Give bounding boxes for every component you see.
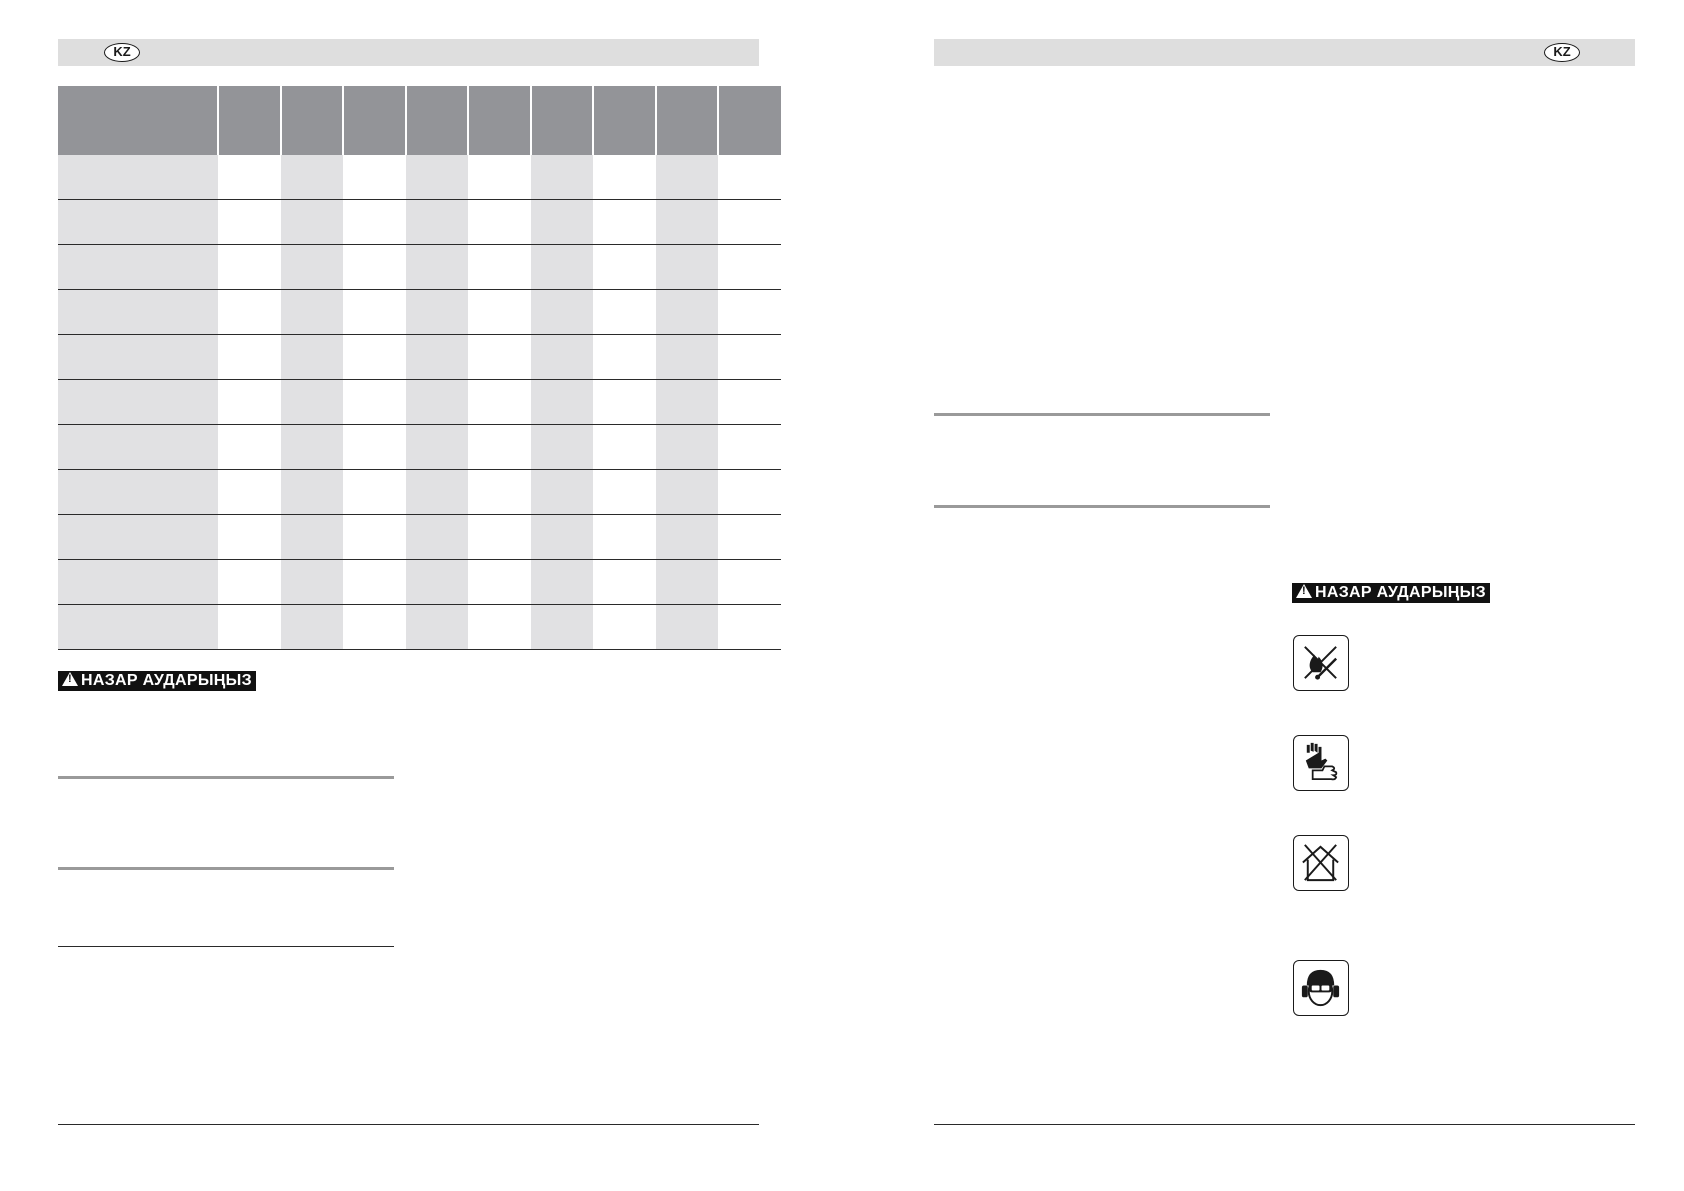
table-cell xyxy=(58,515,218,560)
table-header-cell xyxy=(281,86,344,155)
table-cell xyxy=(656,425,719,470)
table-cell xyxy=(593,245,656,290)
page-header xyxy=(58,39,759,66)
no-open-flame-icon xyxy=(1293,635,1349,691)
table-cell xyxy=(531,425,594,470)
table-cell xyxy=(281,155,344,200)
table-cell xyxy=(58,425,218,470)
table-cell xyxy=(531,335,594,380)
table-cell xyxy=(593,155,656,200)
table-cell xyxy=(218,425,281,470)
table-cell xyxy=(718,245,781,290)
table-cell xyxy=(656,155,719,200)
table-cell xyxy=(593,380,656,425)
table-cell xyxy=(218,515,281,560)
table-cell xyxy=(593,515,656,560)
table-cell xyxy=(281,515,344,560)
table-row xyxy=(58,200,781,245)
table-row xyxy=(58,425,781,470)
table-cell xyxy=(593,335,656,380)
table-cell xyxy=(58,200,218,245)
table-cell xyxy=(281,605,344,650)
table-cell xyxy=(718,425,781,470)
table-cell xyxy=(531,560,594,605)
table-cell xyxy=(343,515,406,560)
table-cell xyxy=(656,290,719,335)
table-cell xyxy=(468,605,531,650)
table-cell xyxy=(281,245,344,290)
table-cell xyxy=(718,605,781,650)
table-header-cell xyxy=(58,86,218,155)
table-header-cell xyxy=(343,86,406,155)
table-cell xyxy=(343,470,406,515)
table-cell xyxy=(656,245,719,290)
table-cell xyxy=(468,200,531,245)
table-header-row xyxy=(58,86,781,155)
table-cell xyxy=(58,290,218,335)
table-cell xyxy=(593,605,656,650)
table-row xyxy=(58,290,781,335)
table-cell xyxy=(218,470,281,515)
table-cell xyxy=(343,425,406,470)
table-cell xyxy=(531,380,594,425)
table-cell xyxy=(218,200,281,245)
table-cell xyxy=(406,335,469,380)
table-cell xyxy=(58,155,218,200)
table-cell xyxy=(281,470,344,515)
table-header-cell xyxy=(468,86,531,155)
table-cell xyxy=(218,290,281,335)
table-cell xyxy=(656,560,719,605)
wear-eye-and-ear-protection-icon xyxy=(1293,960,1349,1016)
table-cell xyxy=(58,335,218,380)
section-divider xyxy=(58,946,394,947)
table-header-cell xyxy=(718,86,781,155)
table-header-cell xyxy=(593,86,656,155)
table-cell xyxy=(406,605,469,650)
table-cell xyxy=(406,515,469,560)
table-cell xyxy=(718,155,781,200)
table-cell xyxy=(343,605,406,650)
page-footer-rule xyxy=(58,1124,759,1125)
page-header xyxy=(934,39,1635,66)
table-row xyxy=(58,515,781,560)
table-cell xyxy=(218,605,281,650)
table-cell xyxy=(531,155,594,200)
table-cell xyxy=(218,335,281,380)
table-cell xyxy=(218,245,281,290)
table-row xyxy=(58,470,781,515)
table-row xyxy=(58,605,781,650)
table-header-cell xyxy=(656,86,719,155)
table-cell xyxy=(718,380,781,425)
language-badge: KZ xyxy=(1544,43,1580,62)
table-cell xyxy=(656,515,719,560)
table-cell xyxy=(593,200,656,245)
attention-label-text: НАЗАР АУДАРЫҢЫЗ xyxy=(1315,584,1486,601)
table-cell xyxy=(58,470,218,515)
table-cell xyxy=(656,200,719,245)
table-row xyxy=(58,335,781,380)
table-cell xyxy=(281,200,344,245)
table-cell xyxy=(531,605,594,650)
attention-label-text: НАЗАР АУДАРЫҢЫЗ xyxy=(81,672,252,689)
table-cell xyxy=(468,335,531,380)
wear-gloves-icon xyxy=(1293,735,1349,791)
table-cell xyxy=(58,560,218,605)
table-cell xyxy=(343,155,406,200)
table-cell xyxy=(406,200,469,245)
section-divider xyxy=(58,776,394,779)
table-row xyxy=(58,155,781,200)
table-cell xyxy=(718,560,781,605)
table-header-cell xyxy=(406,86,469,155)
table-cell xyxy=(343,245,406,290)
table-header-cell xyxy=(531,86,594,155)
table-cell xyxy=(468,560,531,605)
table-cell xyxy=(593,425,656,470)
section-divider xyxy=(934,413,1270,416)
table-cell xyxy=(281,560,344,605)
table-cell xyxy=(531,515,594,560)
table-cell xyxy=(718,335,781,380)
table-cell xyxy=(281,425,344,470)
table-cell xyxy=(656,605,719,650)
section-divider xyxy=(934,505,1270,508)
attention-label xyxy=(1292,583,1490,603)
table-cell xyxy=(718,200,781,245)
warning-triangle-icon xyxy=(1296,584,1312,598)
table-cell xyxy=(406,560,469,605)
table-cell xyxy=(718,470,781,515)
table-cell xyxy=(58,245,218,290)
table-cell xyxy=(343,335,406,380)
table-cell xyxy=(656,335,719,380)
table-cell xyxy=(468,515,531,560)
table-cell xyxy=(531,290,594,335)
table-row xyxy=(58,380,781,425)
table-row xyxy=(58,245,781,290)
table-cell xyxy=(281,335,344,380)
table-cell xyxy=(656,380,719,425)
table-cell xyxy=(406,380,469,425)
attention-label xyxy=(58,671,256,691)
table-cell xyxy=(718,290,781,335)
table-cell xyxy=(343,380,406,425)
table-cell xyxy=(343,560,406,605)
page-footer-rule xyxy=(934,1124,1635,1125)
table-cell xyxy=(593,470,656,515)
table-cell xyxy=(218,560,281,605)
table-cell xyxy=(468,470,531,515)
table-cell xyxy=(343,200,406,245)
table-cell xyxy=(281,380,344,425)
language-badge: KZ xyxy=(104,43,140,62)
table-cell xyxy=(58,380,218,425)
table-cell xyxy=(218,380,281,425)
table-cell xyxy=(406,245,469,290)
table-cell xyxy=(656,470,719,515)
table-cell xyxy=(718,515,781,560)
table-header-cell xyxy=(218,86,281,155)
table-cell xyxy=(468,290,531,335)
table-cell xyxy=(531,245,594,290)
table-cell xyxy=(531,470,594,515)
table-cell xyxy=(531,200,594,245)
table-cell xyxy=(218,155,281,200)
table-cell xyxy=(468,380,531,425)
section-divider xyxy=(58,867,394,870)
table-cell xyxy=(406,155,469,200)
specifications-table xyxy=(58,86,781,650)
table-cell xyxy=(406,425,469,470)
table-cell xyxy=(406,470,469,515)
table-cell xyxy=(58,605,218,650)
table-cell xyxy=(343,290,406,335)
table-cell xyxy=(468,155,531,200)
table-cell xyxy=(281,290,344,335)
table-cell xyxy=(468,425,531,470)
table-cell xyxy=(406,290,469,335)
warning-triangle-icon xyxy=(62,672,78,686)
table-cell xyxy=(468,245,531,290)
table-row xyxy=(58,560,781,605)
right-page xyxy=(842,0,1684,1191)
table-cell xyxy=(593,560,656,605)
do-not-use-indoors-icon xyxy=(1293,835,1349,891)
table-cell xyxy=(593,290,656,335)
